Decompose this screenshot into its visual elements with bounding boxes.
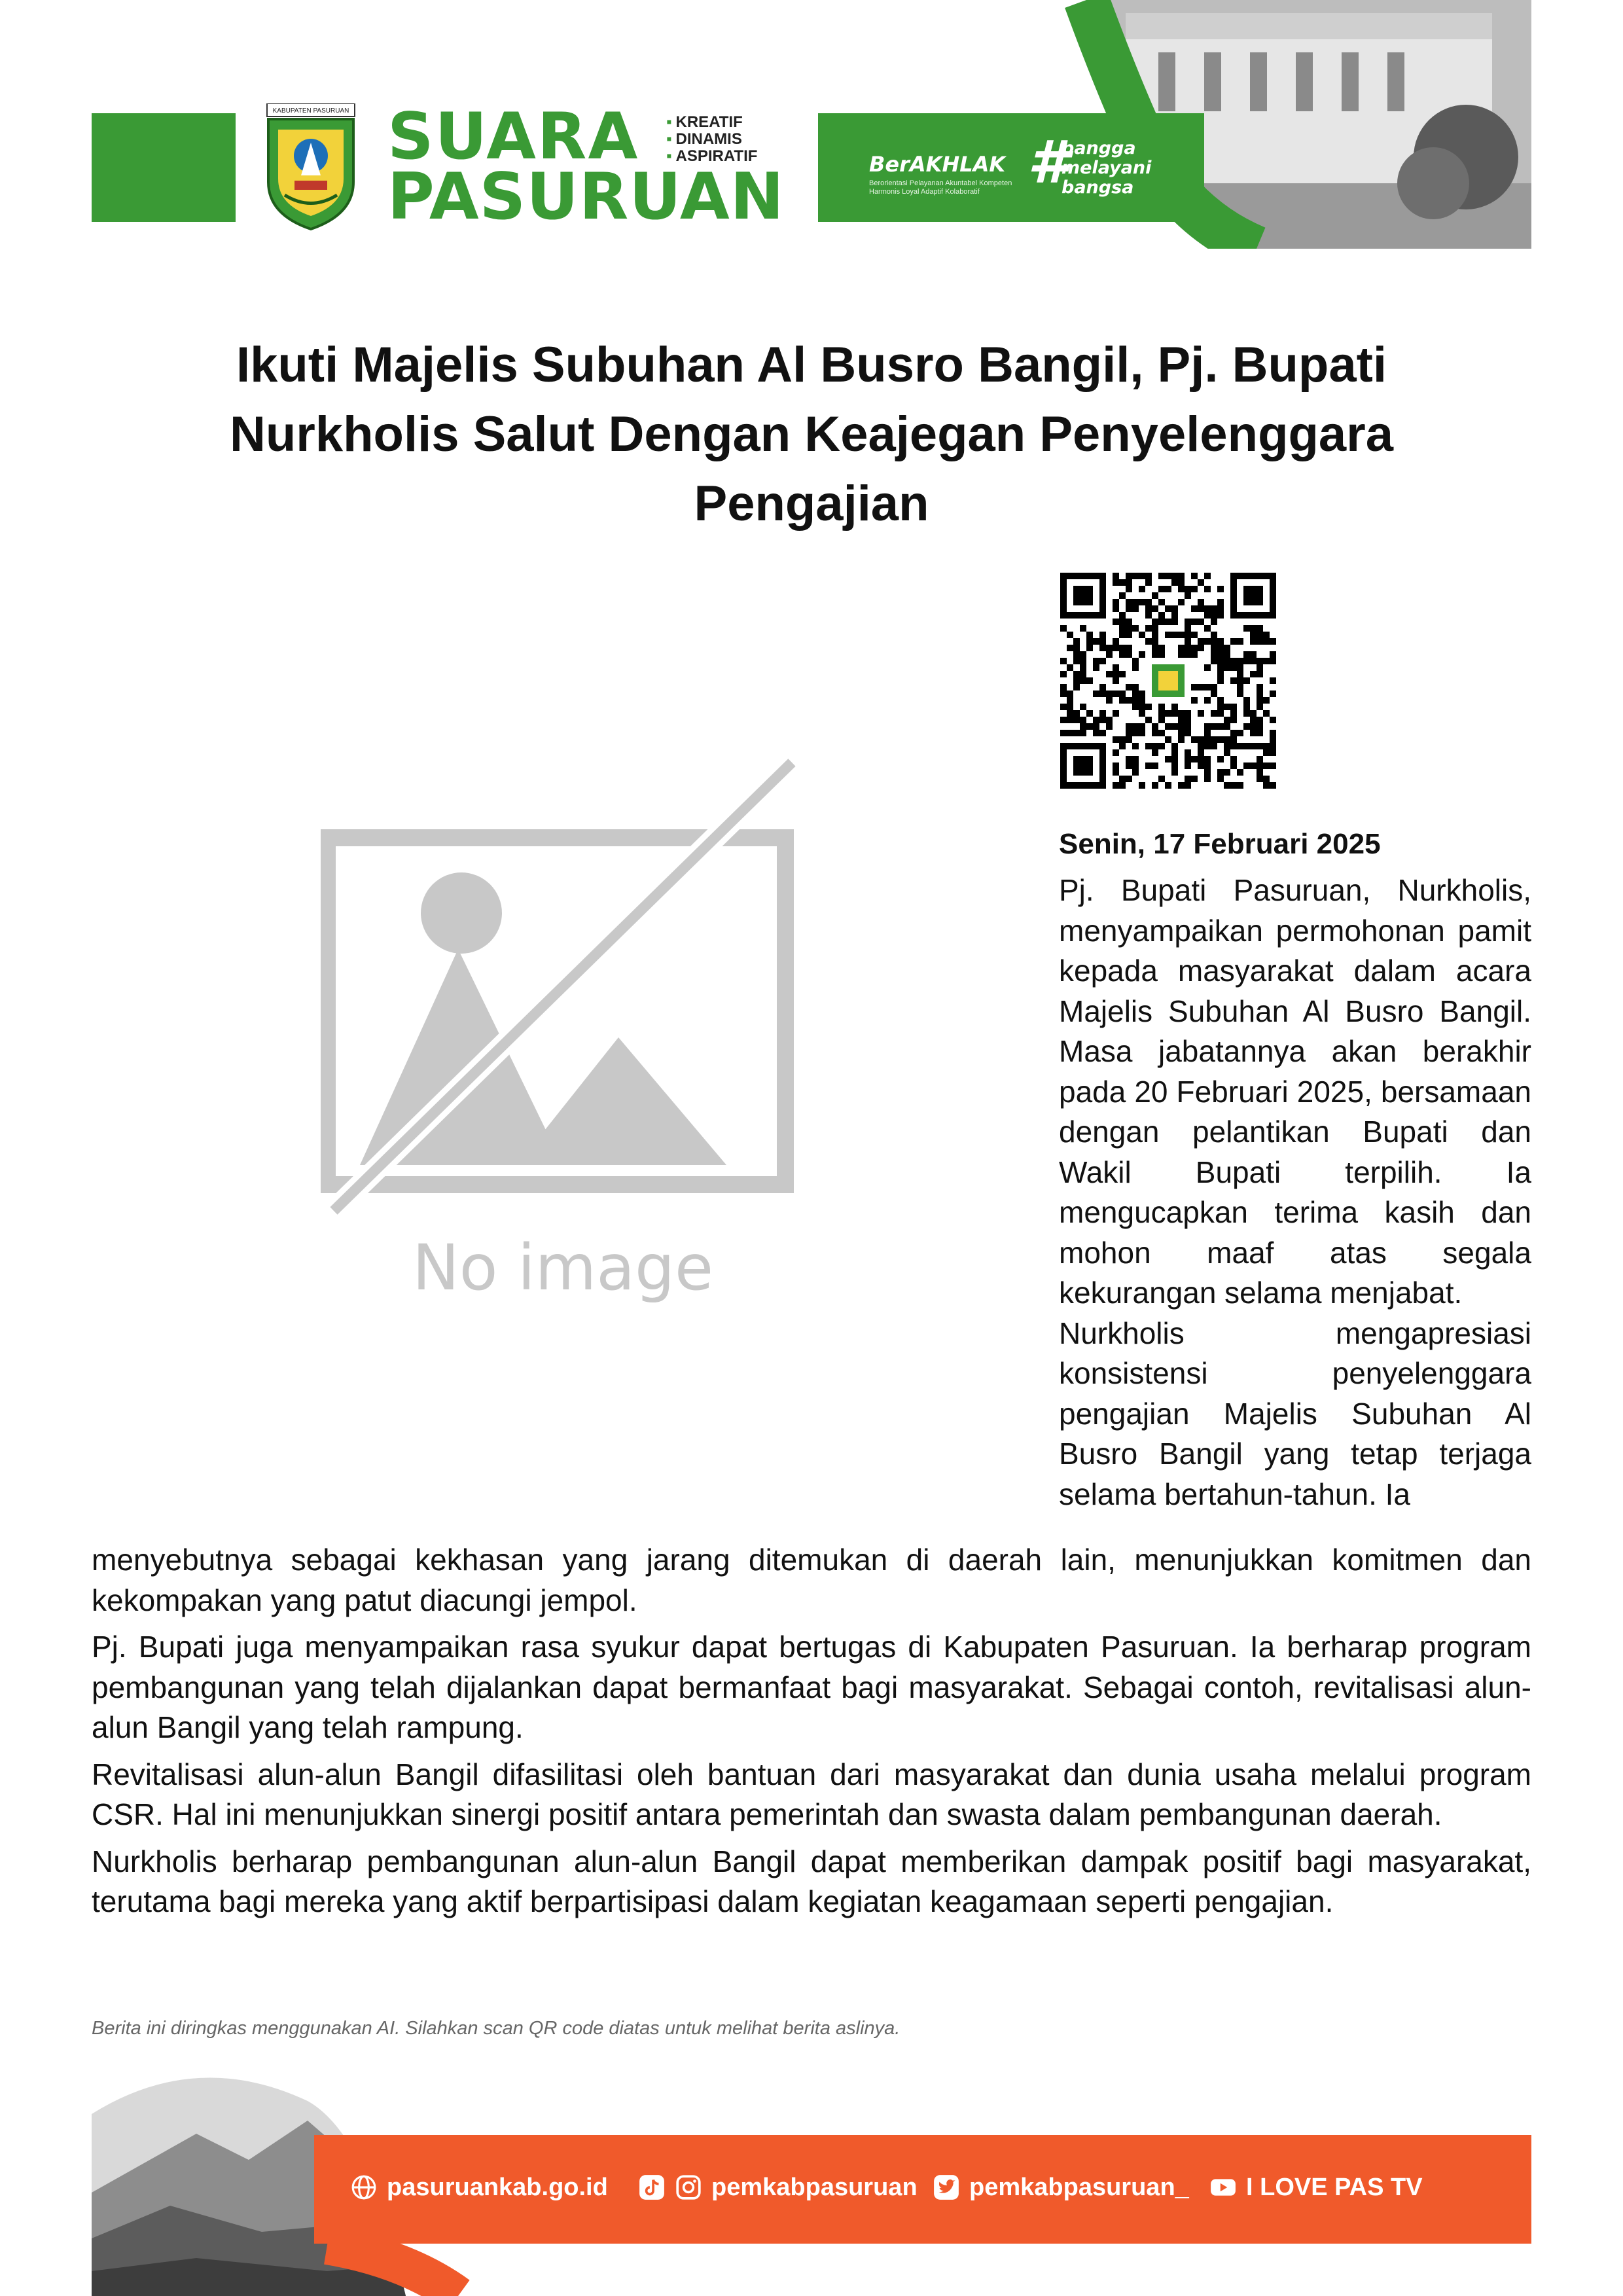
crest-label: KABUPATEN PASURUAN [272, 107, 349, 115]
ai-disclaimer: Berita ini diringkas menggunakan AI. Silahkan scan QR code diatas untuk melihat berita aslinya. [92, 2018, 901, 2039]
article-body-full [92, 1540, 1531, 1929]
instagram-icon [675, 2174, 702, 2201]
footer-youtube-link[interactable] [1209, 2173, 1423, 2202]
youtube-channel: I LOVE PAS TV [1246, 2174, 1423, 2201]
paragraph: Revitalisasi alun-alun Bangil difasilitasi oleh bantuan dari masyarakat dan dunia usaha melalui program CSR. Hal ini menunjukkan sinergi positif antara pemerintah dan swasta dalam pembangunan daerah. [92, 1757, 1531, 1831]
article-title: Ikuti Majelis Subuhan Al Busro Bangil, Pj. Bupati Nurkholis Salut Dengan Keajegan Penyelenggara Pengajian [229, 337, 1394, 531]
twitter-handle: pemkabpasuruan_ [969, 2174, 1189, 2201]
paragraph: Nurkholis mengapresiasi konsistensi penyelenggara pengajian Majelis Subuhan Al Busro Bangil yang tetap terjaga selama bertahun-tahun. Ia [1059, 1316, 1531, 1511]
hashtag-icon: # [1027, 128, 1069, 197]
tagline-item: ▪ KREATIF [666, 114, 757, 131]
slogan-line: melayani [1061, 158, 1152, 178]
brand-name-line2: PASURUAN [387, 160, 785, 234]
footer-social-link[interactable] [638, 2173, 918, 2202]
article-date: Senin, 17 Februari 2025 [1059, 828, 1381, 860]
no-image-placeholder [321, 753, 818, 1329]
paragraph: Pj. Bupati juga menyampaikan rasa syukur dapat bertugas di Kabupaten Pasuruan. Ia berharap program pembangunan yang telah dijalankan dapat bermanfaat bagi masyarakat. Sebagai contoh, revitalisasi alun-alun Bangil yang telah rampung. [92, 1630, 1531, 1744]
tagline-item: ▪ DINAMIS [666, 131, 757, 148]
header-green-block [92, 113, 236, 222]
brand-taglines [666, 114, 757, 165]
youtube-icon [1209, 2174, 1237, 2201]
tagline-item: ▪ ASPIRATIF [666, 148, 757, 165]
berakhlak-logo: BerAKHLAK [869, 152, 1006, 177]
no-image-label: No image [412, 1231, 714, 1304]
pasuruan-crest-logo [262, 103, 360, 231]
qr-code[interactable] [1060, 573, 1276, 789]
campaign-slogan [1061, 139, 1151, 198]
globe-icon [350, 2174, 378, 2201]
slogan-line: bangsa [1061, 177, 1134, 198]
footer-twitter-link[interactable] [933, 2173, 1189, 2202]
tiktok-icon [638, 2174, 666, 2201]
paragraph: Nurkholis berharap pembangunan alun-alun Bangil dapat memberikan dampak positif bagi masyarakat, terutama bagi mereka yang aktif berpartisipasi dalam kegiatan keagamaan seperti pengajian. [92, 1844, 1531, 1918]
berakhlak-subtitle: Berorientasi Pelayanan Akuntabel Kompeten Harmonis Loyal Adaptif Kolaboratif [869, 179, 1012, 196]
twitter-icon [933, 2174, 960, 2201]
paragraph: Pj. Bupati Pasuruan, Nurkholis, menyampaikan permohonan pamit kepada masyarakat dalam acara Majelis Subuhan Al Busro Bangil. Masa jabatannya akan berakhir pada 20 Februari 2025, bersamaan dengan pelantikan Bupati dan Wakil Bupati terpilih. Ia mengucapkan terima kasih dan mohon maaf atas segala kekurangan selama menjabat. [1059, 873, 1531, 1310]
footer-website-link[interactable] [350, 2173, 608, 2202]
tiktok-instagram-handle: pemkabpasuruan [711, 2174, 918, 2201]
article-body-side [1059, 870, 1531, 1515]
brand-name-line1: SUARA [387, 99, 639, 174]
paragraph: menyebutnya sebagai kekhasan yang jarang ditemukan di daerah lain, menunjukkan komitmen dan kekompakan yang patut diacungi jempol. [92, 1543, 1531, 1617]
slogan-line: bangga [1061, 138, 1136, 158]
website-label: pasuruankab.go.id [387, 2174, 608, 2201]
